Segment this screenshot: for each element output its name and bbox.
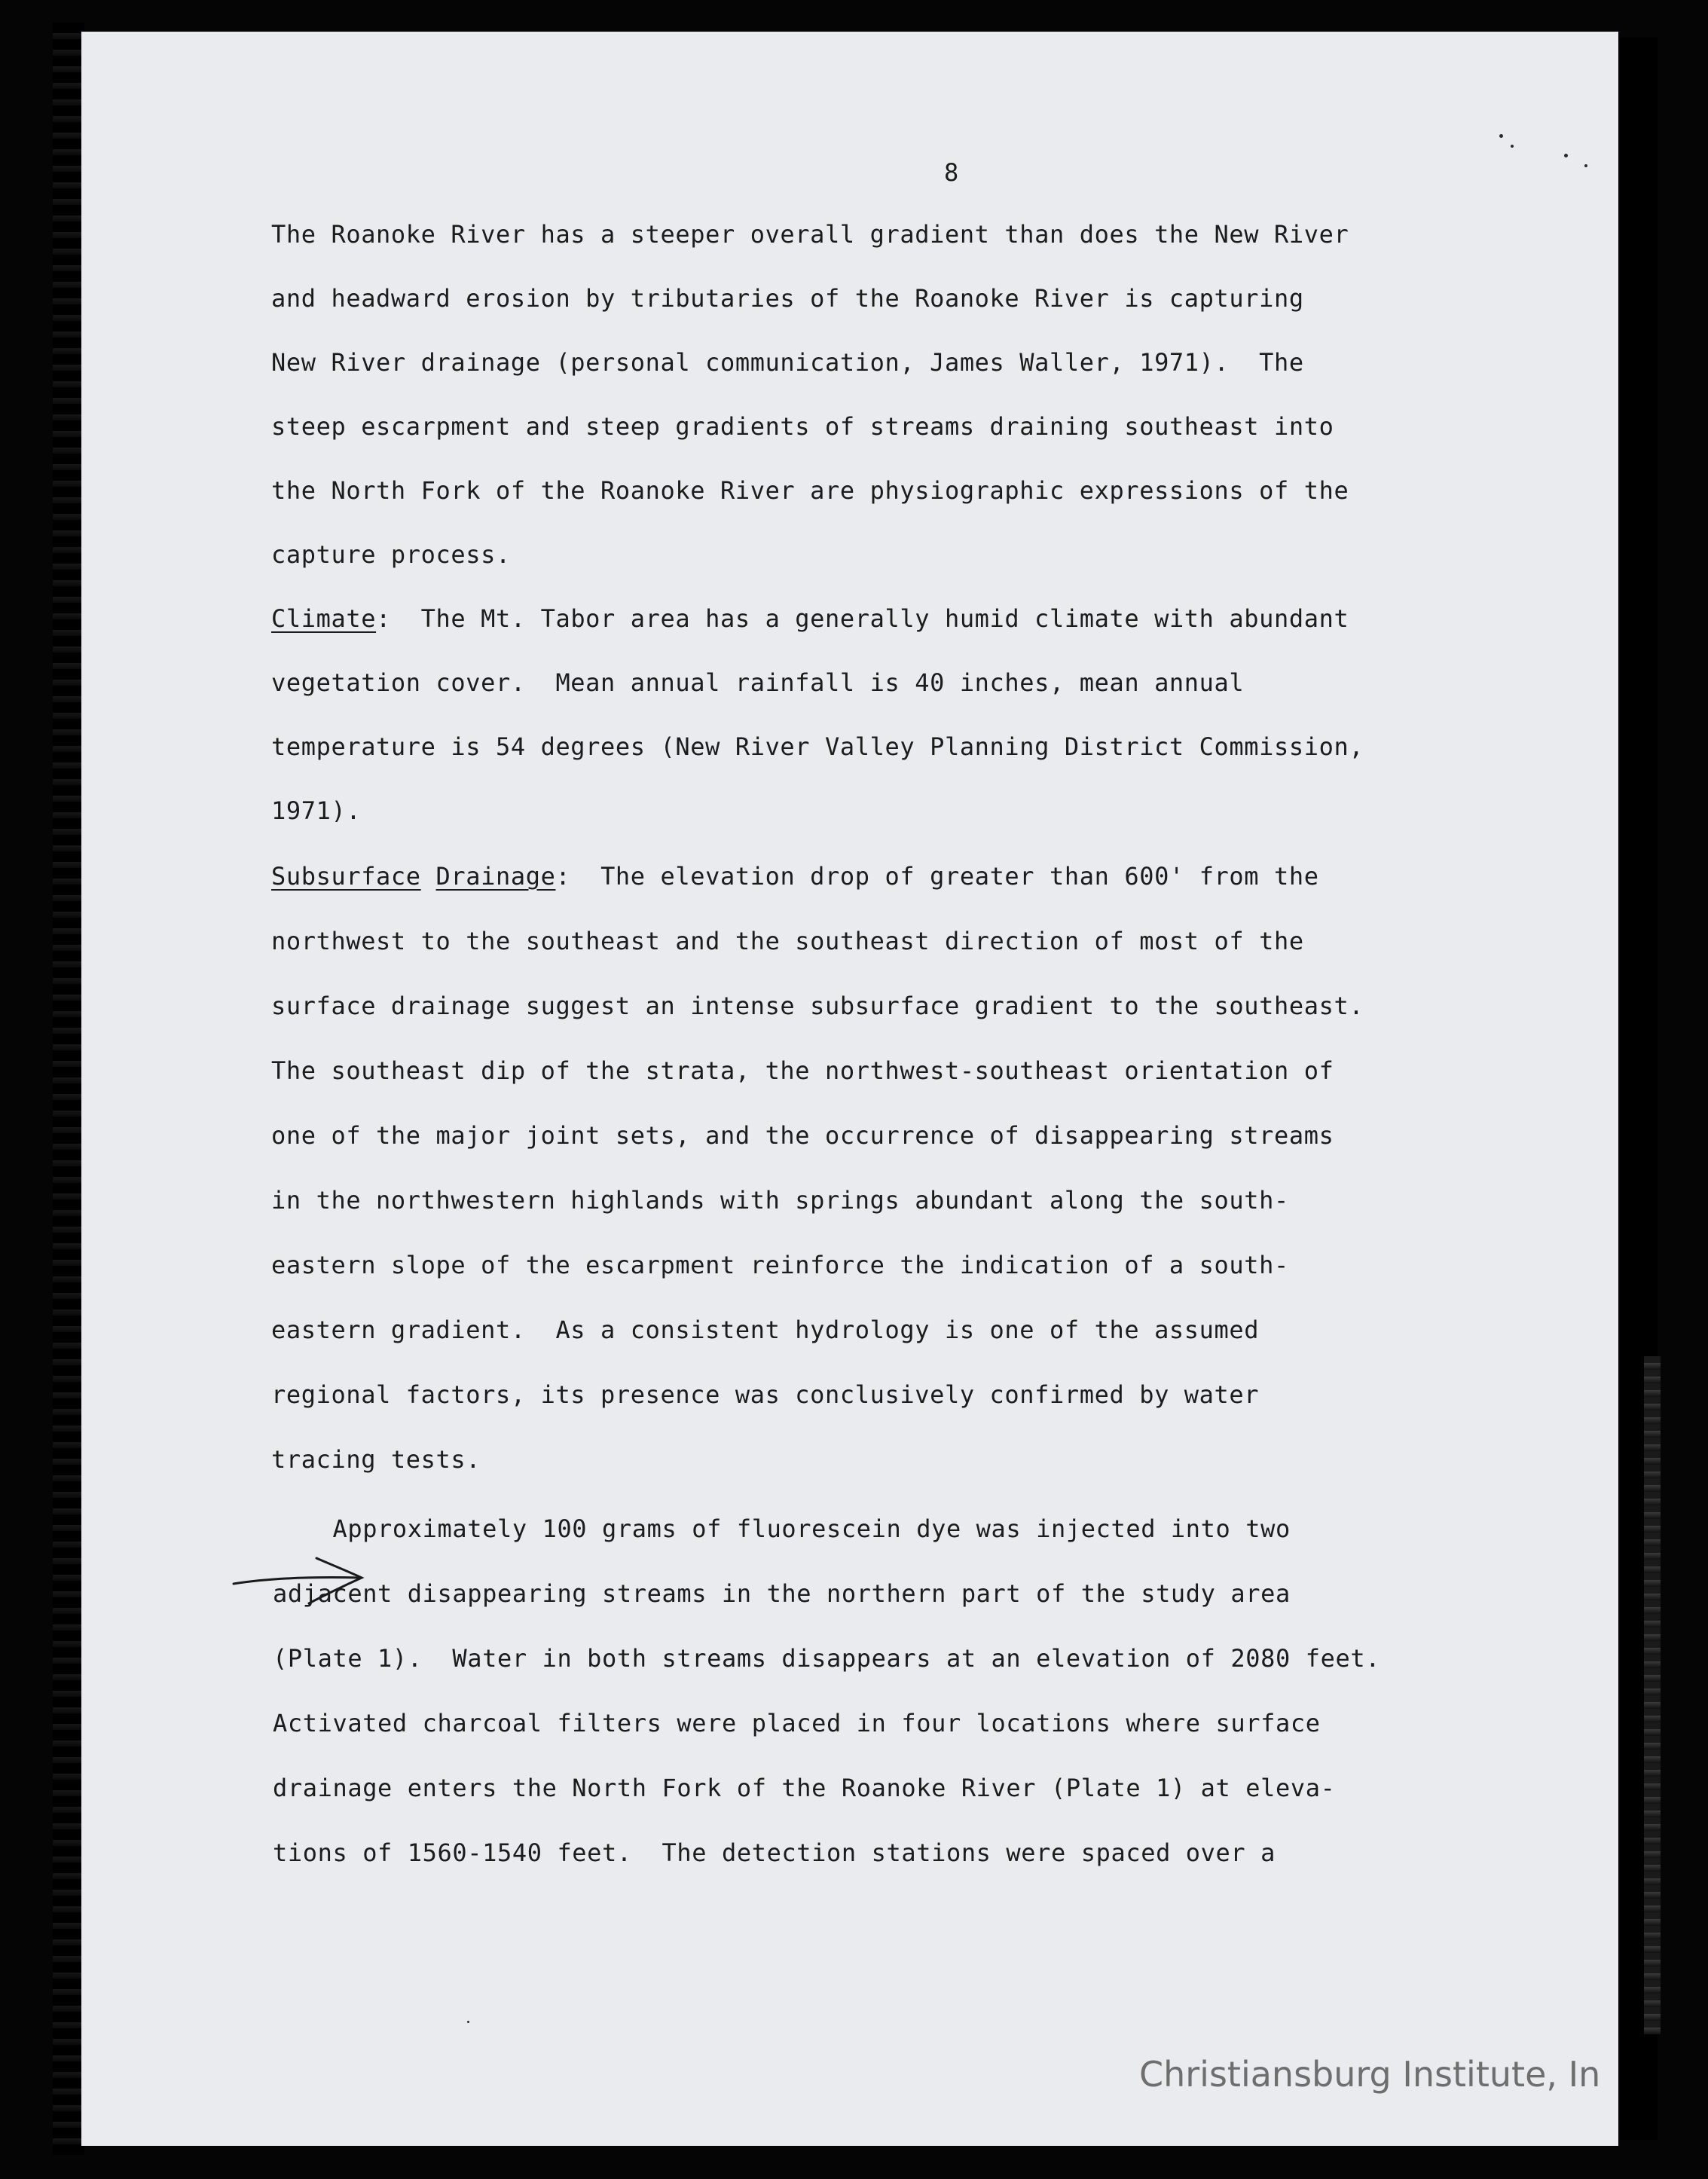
subsurface-first-line	[271, 862, 1319, 891]
scan-right-edge-noise	[1644, 1356, 1661, 2034]
paragraph-roanoke-river	[271, 220, 1597, 612]
subsurface-heading-word-2: Drainage	[435, 862, 556, 891]
document-page	[81, 32, 1618, 2146]
text-line: surface drainage suggest an intense subsurface gradient to the southeast.	[271, 992, 1364, 1020]
text-line: drainage enters the North Fork of the Roanoke River (Plate 1) at eleva-	[273, 1774, 1336, 1802]
text-line: (Plate 1). Water in both streams disappears at an elevation of 2080 feet.	[273, 1644, 1381, 1673]
section-subsurface-drainage	[271, 862, 1597, 1474]
scan-speck	[1499, 134, 1503, 138]
text-line: temperature is 54 degrees (New River Valley Planning District Commission,	[271, 732, 1364, 761]
scan-speck	[467, 2021, 469, 2023]
text-line: The Roanoke River has a steeper overall gradient than does the New River	[271, 220, 1349, 249]
climate-heading: Climate	[271, 604, 377, 633]
watermark: Christiansburg Institute, In	[1139, 2054, 1601, 2095]
text-line: in the northwestern highlands with springs abundant along the south-	[271, 1186, 1289, 1215]
subsurface-text: : The elevation drop of greater than 600' from the	[555, 862, 1319, 891]
page-number: 8	[944, 158, 959, 187]
scan-left-edge	[53, 23, 84, 2155]
climate-text: : The Mt. Tabor area has a generally humid climate with abundant	[376, 604, 1349, 633]
text-line: New River drainage (personal communication, James Waller, 1971). The	[271, 348, 1304, 377]
scan-speck	[1584, 164, 1587, 167]
text-line: eastern slope of the escarpment reinforce the indication of a south-	[271, 1251, 1289, 1279]
scan-speck	[1511, 145, 1514, 148]
text-line: Approximately 100 grams of fluorescein dye was injected into two	[273, 1514, 1291, 1543]
text-line: the North Fork of the Roanoke River are physiographic expressions of the	[271, 476, 1349, 505]
text-line: tions of 1560-1540 feet. The detection stations were spaced over a	[273, 1838, 1276, 1867]
subsurface-heading-word-1: Subsurface	[271, 862, 421, 891]
section-climate	[271, 604, 1597, 876]
text-line: and headward erosion by tributaries of the Roanoke River is capturing	[271, 284, 1304, 313]
text-line: regional factors, its presence was conclusively confirmed by water	[271, 1380, 1260, 1409]
text-line: 1971).	[271, 796, 362, 825]
climate-first-line	[271, 604, 1349, 633]
text-line: adjacent disappearing streams in the northern part of the study area	[273, 1579, 1291, 1608]
text-line: northwest to the southeast and the southeast direction of most of the	[271, 927, 1304, 955]
text-line: tracing tests.	[271, 1445, 481, 1474]
text-line: one of the major joint sets, and the occurrence of disappearing streams	[271, 1121, 1334, 1150]
text-line: vegetation cover. Mean annual rainfall is 40 inches, mean annual	[271, 668, 1245, 697]
text-line: eastern gradient. As a consistent hydrology is one of the assumed	[271, 1316, 1260, 1344]
text-line: steep escarpment and steep gradients of streams draining southeast into	[271, 412, 1334, 441]
text-line: Activated charcoal filters were placed in four locations where surface	[273, 1709, 1321, 1737]
text-line: The southeast dip of the strata, the northwest-southeast orientation of	[271, 1056, 1334, 1085]
paragraph-dye-tracing	[273, 1514, 1606, 1869]
text-line: capture process.	[271, 540, 511, 569]
scan-speck	[1564, 154, 1568, 157]
